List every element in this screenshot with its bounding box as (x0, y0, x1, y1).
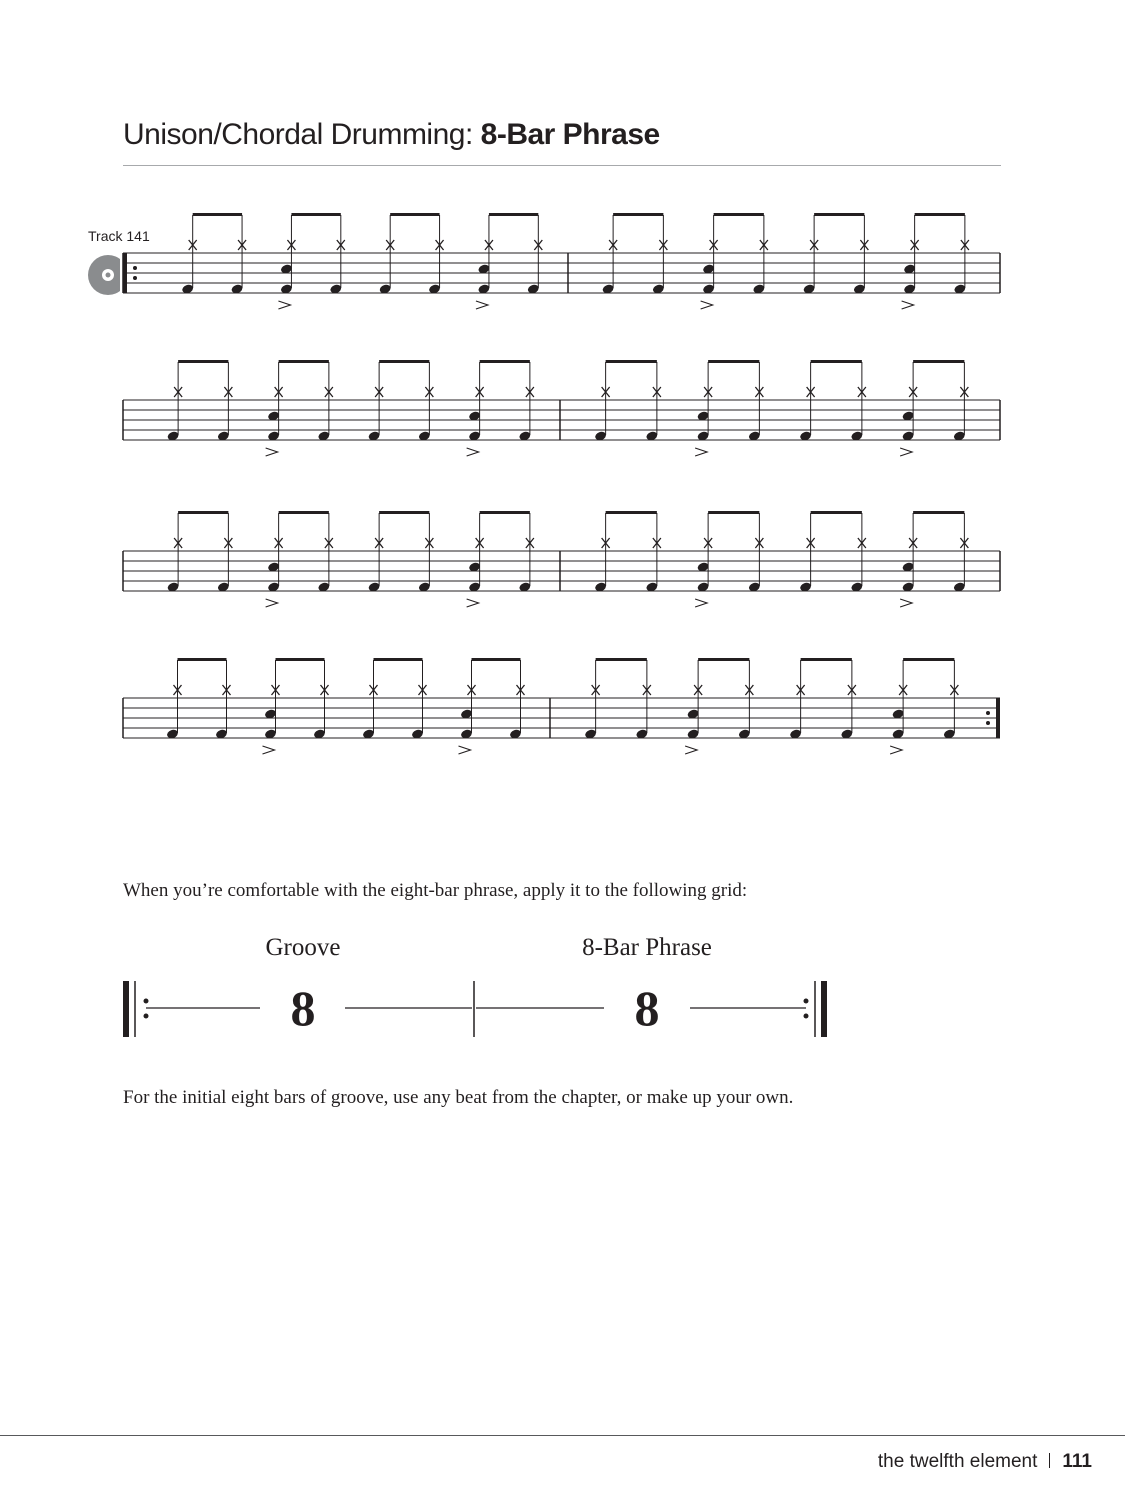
note-beam (913, 511, 964, 514)
book-title: the twelfth element (877, 1451, 1038, 1472)
groove-label: Groove (265, 934, 341, 961)
repeat-dot (133, 266, 137, 270)
accent-mark (266, 599, 278, 607)
accent-mark (278, 301, 290, 309)
phrase-grid (0, 975, 900, 1045)
note-beam (915, 213, 965, 216)
note-beam (379, 360, 429, 363)
phrase-bar-count: 8 (634, 980, 660, 1036)
note-beam (390, 213, 439, 216)
footer-divider (0, 1435, 1125, 1436)
note-beam (811, 360, 862, 363)
accent-mark (266, 448, 278, 456)
accent-mark (263, 746, 275, 754)
note-beam (480, 360, 530, 363)
note-beam (193, 213, 242, 216)
repeat-dot (986, 711, 990, 715)
note-beam (291, 213, 340, 216)
page-number: 111 (1062, 1451, 1092, 1472)
accent-mark (476, 301, 488, 309)
note-beam (178, 658, 227, 661)
note-beam (708, 511, 759, 514)
note-beam (903, 658, 954, 661)
note-beam (708, 360, 759, 363)
note-beam (596, 658, 647, 661)
note-beam (606, 360, 657, 363)
accent-mark (900, 448, 912, 456)
repeat-dot (133, 276, 137, 280)
note-beam (480, 511, 530, 514)
accent-mark (902, 301, 914, 309)
note-beam (178, 360, 228, 363)
note-beam (379, 511, 429, 514)
note-beam (374, 658, 423, 661)
accent-mark (701, 301, 713, 309)
page-footer (878, 1451, 1092, 1473)
outro-paragraph: For the initial eight bars of groove, use any beat from the chapter, or make up your own. (123, 1087, 794, 1108)
note-beam (714, 213, 764, 216)
note-beam (472, 658, 521, 661)
note-beam (811, 511, 862, 514)
accent-mark (890, 746, 902, 754)
accent-mark (459, 746, 471, 754)
note-beam (613, 213, 663, 216)
accent-mark (467, 599, 479, 607)
phrase-label: 8-Bar Phrase (582, 934, 712, 961)
note-beam (814, 213, 864, 216)
note-beam (276, 658, 325, 661)
accent-mark (695, 448, 707, 456)
note-beam (698, 658, 749, 661)
repeat-end-thick (996, 698, 1000, 738)
note-beam (178, 511, 228, 514)
note-beam (913, 360, 964, 363)
accent-mark (467, 448, 479, 456)
note-beam (279, 511, 329, 514)
footer-separator (1049, 1453, 1050, 1468)
note-beam (606, 511, 657, 514)
track-label: Track 141 (88, 228, 150, 244)
groove-bar-count: 8 (290, 980, 316, 1036)
accent-mark (685, 746, 697, 754)
repeat-start-thick (123, 253, 127, 293)
title-bold: 8-Bar Phrase (480, 118, 660, 151)
note-beam (489, 213, 538, 216)
repeat-dot (986, 721, 990, 725)
intro-paragraph: When you’re comfortable with the eight-bar phrase, apply it to the following grid: (123, 880, 748, 901)
title-prefix: Unison/Chordal Drumming: (123, 118, 481, 151)
note-beam (801, 658, 852, 661)
note-beam (279, 360, 329, 363)
accent-mark (695, 599, 707, 607)
accent-mark (900, 599, 912, 607)
